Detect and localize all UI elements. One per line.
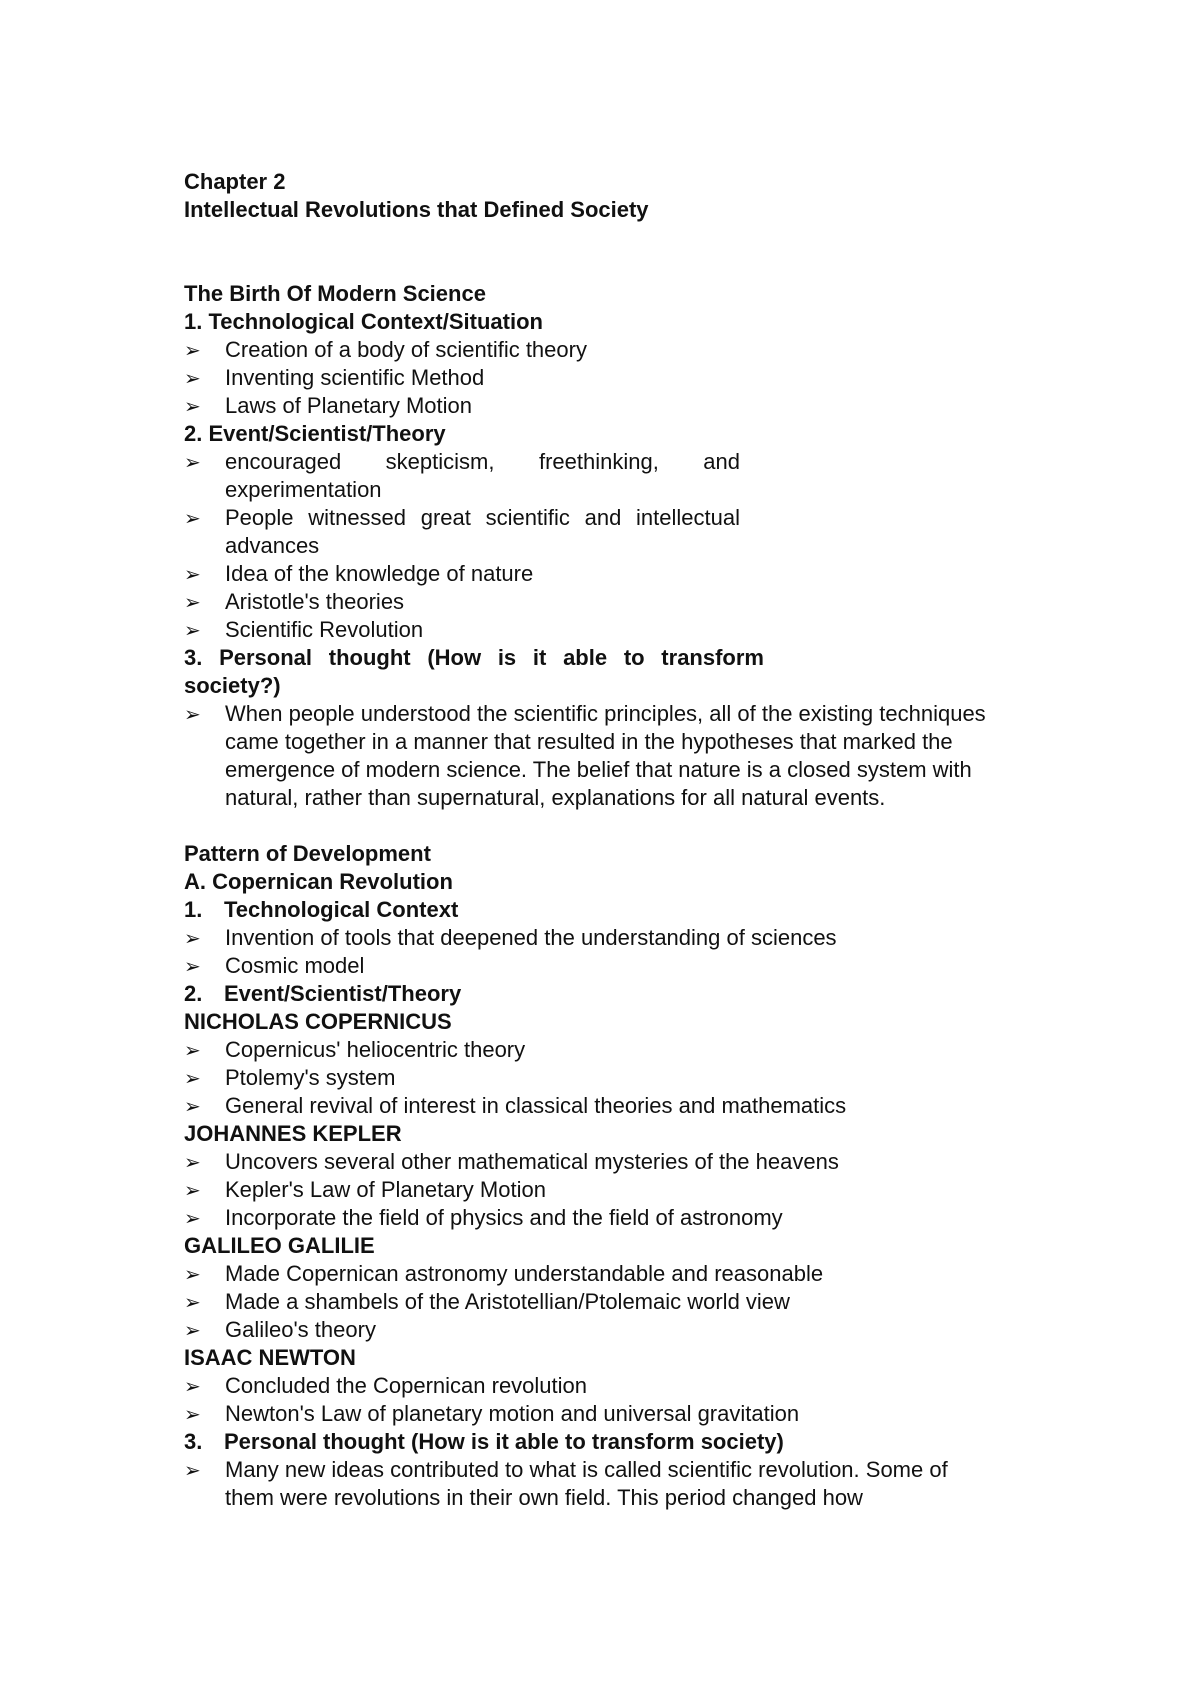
list-item: ➢ Ptolemy's system xyxy=(184,1065,396,1090)
list-item: ➢ General revival of interest in classical theories and mathematics xyxy=(184,1093,847,1118)
list-item: ➢ Creation of a body of scientific theory xyxy=(184,337,587,362)
arrow-bullet-icon: ➢ xyxy=(184,1290,201,1314)
arrow-bullet-icon: ➢ xyxy=(184,1150,201,1174)
list-item: ➢ Inventing scientific Method xyxy=(184,365,485,390)
arrow-bullet-icon: ➢ xyxy=(184,1458,201,1482)
arrow-bullet-icon: ➢ xyxy=(184,338,201,362)
scientist-name: JOHANNES KEPLER xyxy=(184,1121,402,1146)
bullet-list xyxy=(184,1456,999,1512)
list-item: ➢ Concluded the Copernican revolution xyxy=(184,1373,588,1398)
chapter-label: Chapter 2 xyxy=(184,169,286,194)
heading-technological-context: 1. Technological Context xyxy=(184,897,459,922)
heading-personal-thought-2: 3. Personal thought (How is it able to transform society) xyxy=(184,1429,784,1454)
list-item: ➢ encouraged skepticism, freethinking, and experimentation xyxy=(184,449,740,502)
list-item: ➢ Incorporate the field of physics and the field of astronomy xyxy=(184,1205,783,1230)
arrow-bullet-icon: ➢ xyxy=(184,954,201,978)
arrow-bullet-icon: ➢ xyxy=(184,1038,201,1062)
arrow-bullet-icon: ➢ xyxy=(184,394,201,418)
bullet-list xyxy=(184,1372,1050,1428)
list-item: ➢ Cosmic model xyxy=(184,953,365,978)
arrow-bullet-icon: ➢ xyxy=(184,366,201,390)
arrow-bullet-icon: ➢ xyxy=(184,590,201,614)
section-heading-pattern-of-development: Pattern of Development xyxy=(184,841,431,866)
section-heading-birth-of-modern-science: The Birth Of Modern Science xyxy=(184,281,486,306)
list-item: ➢ Many new ideas contributed to what is called scientific revolution. Some of them were revolutions in their own field. This period changed how xyxy=(184,1457,948,1510)
spacer xyxy=(184,224,1050,280)
arrow-bullet-icon: ➢ xyxy=(184,1178,201,1202)
list-item: ➢ Kepler's Law of Planetary Motion xyxy=(184,1177,546,1202)
arrow-bullet-icon: ➢ xyxy=(184,926,201,950)
list-item: ➢ Invention of tools that deepened the understanding of sciences xyxy=(184,925,837,950)
arrow-bullet-icon: ➢ xyxy=(184,1402,201,1426)
bullet-list xyxy=(184,1148,1050,1232)
list-item: ➢ Uncovers several other mathematical mysteries of the heavens xyxy=(184,1149,839,1174)
arrow-bullet-icon: ➢ xyxy=(184,506,201,530)
arrow-bullet-icon: ➢ xyxy=(184,702,201,726)
list-item: ➢ Made Copernican astronomy understandable and reasonable xyxy=(184,1261,824,1286)
bullet-list xyxy=(184,924,1050,980)
heading-personal-thought: 3. Personal thought (How is it able to transform society?) xyxy=(184,645,764,698)
arrow-bullet-icon: ➢ xyxy=(184,618,201,642)
chapter-title: Intellectual Revolutions that Defined Society xyxy=(184,197,649,222)
bullet-list xyxy=(184,700,999,812)
subheading-copernican-revolution: A. Copernican Revolution xyxy=(184,869,453,894)
list-item: ➢ Made a shambels of the Aristotellian/Ptolemaic world view xyxy=(184,1289,790,1314)
arrow-bullet-icon: ➢ xyxy=(184,1066,201,1090)
arrow-bullet-icon: ➢ xyxy=(184,450,201,474)
list-item: ➢ Idea of the knowledge of nature xyxy=(184,561,534,586)
arrow-bullet-icon: ➢ xyxy=(184,1094,201,1118)
spacer xyxy=(184,812,1050,840)
heading-technological-context-situation: 1. Technological Context/Situation xyxy=(184,309,543,334)
list-item: ➢ People witnessed great scientific and intellectual advances xyxy=(184,505,740,558)
list-item: ➢ When people understood the scientific principles, all of the existing techniques came together in a manner that resulted in the hypotheses that marked the emergence of modern science. The belief that nature is a closed system with natural, rather than supernatural, explanations for all natural events. xyxy=(184,701,986,810)
scientist-name: GALILEO GALILIE xyxy=(184,1233,375,1258)
list-item: ➢ Scientific Revolution xyxy=(184,617,424,642)
bullet-list xyxy=(184,448,740,644)
heading-event-scientist-theory: 2. Event/Scientist/Theory xyxy=(184,421,446,446)
list-item: ➢ Laws of Planetary Motion xyxy=(184,393,473,418)
bullet-list xyxy=(184,1260,1050,1344)
bullet-list xyxy=(184,1036,1050,1120)
arrow-bullet-icon: ➢ xyxy=(184,1206,201,1230)
heading-event-scientist-theory-2: 2. Event/Scientist/Theory xyxy=(184,981,462,1006)
list-item: ➢ Newton's Law of planetary motion and universal gravitation xyxy=(184,1401,800,1426)
scientist-name: ISAAC NEWTON xyxy=(184,1345,356,1370)
list-item: ➢ Copernicus' heliocentric theory xyxy=(184,1037,526,1062)
arrow-bullet-icon: ➢ xyxy=(184,1374,201,1398)
scientist-name: NICHOLAS COPERNICUS xyxy=(184,1009,452,1034)
bullet-list xyxy=(184,336,1050,420)
arrow-bullet-icon: ➢ xyxy=(184,1262,201,1286)
list-item: ➢ Galileo's theory xyxy=(184,1317,376,1342)
arrow-bullet-icon: ➢ xyxy=(184,562,201,586)
arrow-bullet-icon: ➢ xyxy=(184,1318,201,1342)
list-item: ➢ Aristotle's theories xyxy=(184,589,405,614)
